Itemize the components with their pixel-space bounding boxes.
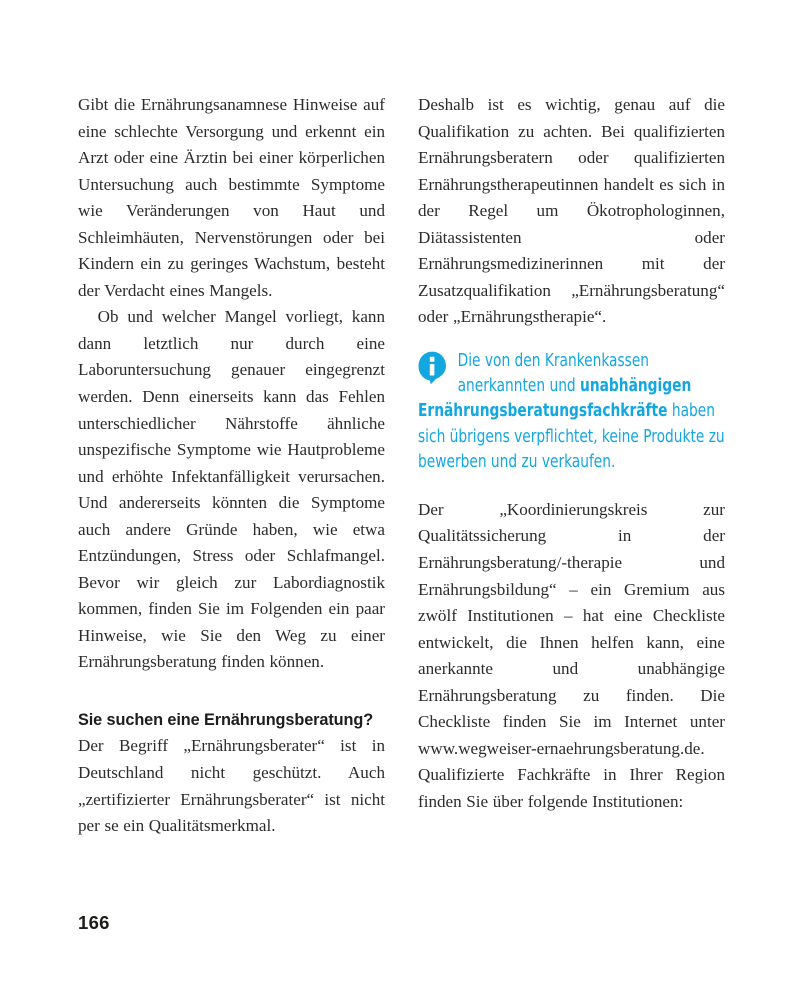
page-number: 166 [78,912,110,933]
right-text-column [418,92,725,816]
right-paragraph-2: Der „Koordinierungskreis zur Qualitätssicherung in der Ernährungsberatung/-therapie und Ernährungsbildung“ – ein Gremium aus zwölf Institutionen – hat eine Checkliste entwickelt, die Ihnen helfen kann, eine anerkannte und unabhängige Ernährungsberatung zu finden. Die Checkliste finden Sie im Internet unter www.wegweiser-ernaehrungsberatung.de. Qualifizierte Fachkräfte in Ihrer Region finden Sie über folgende Institutionen: [418,499,725,811]
info-text-bold: unabhängigen Ernährungsberatungsfachkräfte [418,376,692,422]
left-paragraph-3: Der Begriff „Ernährungsberater“ ist in Deutschland nicht geschützt. Auch „zertifizierter Ernährungsberater“ ist nicht per se ein Qualitätsmerkmal. [78,736,385,836]
info-text-part-2: haben sich übrigens verpflichtet, keine Produkte zu bewerben und zu verkaufen. [418,401,725,472]
info-callout-text [418,349,725,475]
two-column-text-body [78,92,726,840]
right-paragraph-1: Deshalb ist es wichtig, genau auf die Qualifikation zu achten. Bei qualifizierten Ernährungsberatern oder qualifizierten Ernährungstherapeutinnen handelt es sich in der Regel um Ökotrophologinnen, Diätassistenten oder Ernährungsmedizinerinnen mit der Zusatzqualifikation „Ernährungsberatung“ oder „Ernährungstherapie“. [418,95,725,327]
heading-spacer [78,676,385,707]
info-speech-bubble-icon [418,351,451,385]
infobox-spacer [418,475,725,497]
section-heading-beratung: Sie suchen eine Ernährungsberatung? [78,711,374,730]
left-paragraph-1: Gibt die Ernährungsanamnese Hinweise auf eine schlechte Versorgung und erkennt ein Arzt oder eine Ärztin bei einer körperlichen Untersuchung auch bestimmte Symptome wie Veränderungen von Haut und Schleimhäuten, Nervenstörungen oder bei Kindern ein zu geringes Wachstum, besteht der Verdacht eines Mangels. [78,95,385,300]
left-paragraph-2: Ob und welcher Mangel vorliegt, kann dann letztlich nur durch eine Laboruntersuchung genauer eingegrenzt werden. Denn einerseits kann das Fehlen unterschiedlicher Nährstoffe ähnliche unspezifische Symptome wie Hautprobleme und erhöhte Infektanfälligkeit verursachen. Und andererseits könnten die Symptome auch andere Gründe haben, wie etwa Entzündungen, Stress oder Schlafmangel. Bevor wir gleich zur Labordiagnostik kommen, finden Sie im Folgenden ein paar Hinweise, wie Sie den Weg zu einer Ernährungsberatung finden können. [78,307,385,672]
info-callout-box [418,349,725,475]
info-text-part-1: Die von den Krankenkassen anerkannten und [457,350,650,397]
left-text-column [78,92,385,840]
